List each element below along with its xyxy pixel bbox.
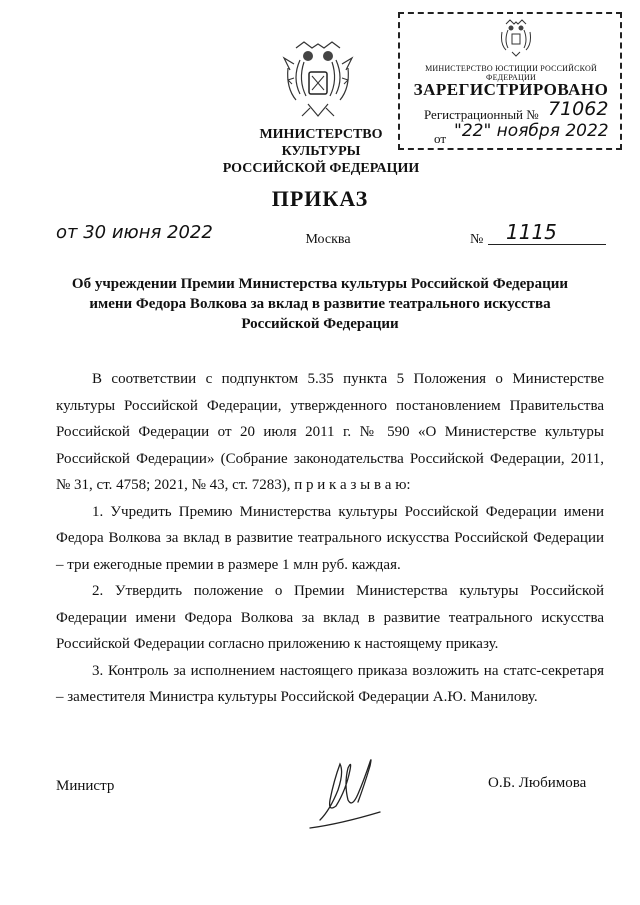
ministry-name [221,126,421,177]
stamp-number-label: Регистрационный № [424,107,539,122]
russian-coat-of-arms-icon [282,38,354,120]
order-number-line [488,244,606,245]
title-line1: Об учреждении Премии Министерства культуры Российской Федерации [71,276,569,292]
order-number-sign: № [470,232,484,247]
stamp-date: "22" ноября 2022 [454,121,609,141]
document-title [60,274,580,334]
stamp-coat-of-arms-icon [498,18,534,58]
handwritten-signature-icon [300,750,390,830]
item-1-paragraph: 1. Учредить Премию Министерства культуры Российской Федерации имени Федора Волкова за вклад в развитие театрального искусства Российской Федерации – три ежегодные премии в размере 1 млн руб. каждая. [56,503,604,573]
registration-stamp [398,12,622,150]
ministry-line2: РОССИЙСКОЙ ФЕДЕРАЦИИ [222,161,420,176]
document-body [56,366,604,711]
order-number: 1115 [506,220,557,244]
title-line3: Российской Федерации [241,316,399,332]
stamp-status: ЗАРЕГИСТРИРОВАНО [413,80,609,99]
signer-position: Министр [56,778,115,794]
stamp-number: 71062 [548,98,609,120]
item-2-paragraph: 2. Утвердить положение о Премии Министерства культуры Российской Федерации имени Федора Волкова за вклад в развитие театрального искусства Российской Федерации согласно приложению к настоящему приказу. [56,583,604,652]
order-date: от 30 июня 2022 [56,222,213,243]
signer-name: О.Б. Любимова [488,775,587,791]
document-type: ПРИКАЗ [271,186,369,211]
preamble-paragraph: В соответствии с подпунктом 5.35 пункта 5 Положения о Министерстве культуры Российской Федерации, утвержденного постановлением Правительства Российской Федерации от 20 июля 2011 г. № 590 «О Министерстве культуры Российской Федерации» (Собрание законодательства Российской Федерации, 2011, № 31, ст. 4758; 2021, № 43, ст. 7283), п р и к а з ы в а ю: [56,371,604,493]
ministry-line1: МИНИСТЕРСТВО КУЛЬТУРЫ [259,127,383,159]
title-line2: имени Федора Волкова за вклад в развитие театрального искусства [89,296,551,312]
stamp-organization: МИНИСТЕРСТВО ЮСТИЦИИ РОССИЙСКОЙ ФЕДЕРАЦИИ [425,64,597,82]
order-city: Москва [305,232,351,247]
item-3-paragraph: 3. Контроль за исполнением настоящего приказа возложить на статс-секретаря – заместителя Министра культуры Российской Федерации А.Ю. Манилову. [56,662,604,705]
stamp-date-prefix: от [434,131,447,146]
